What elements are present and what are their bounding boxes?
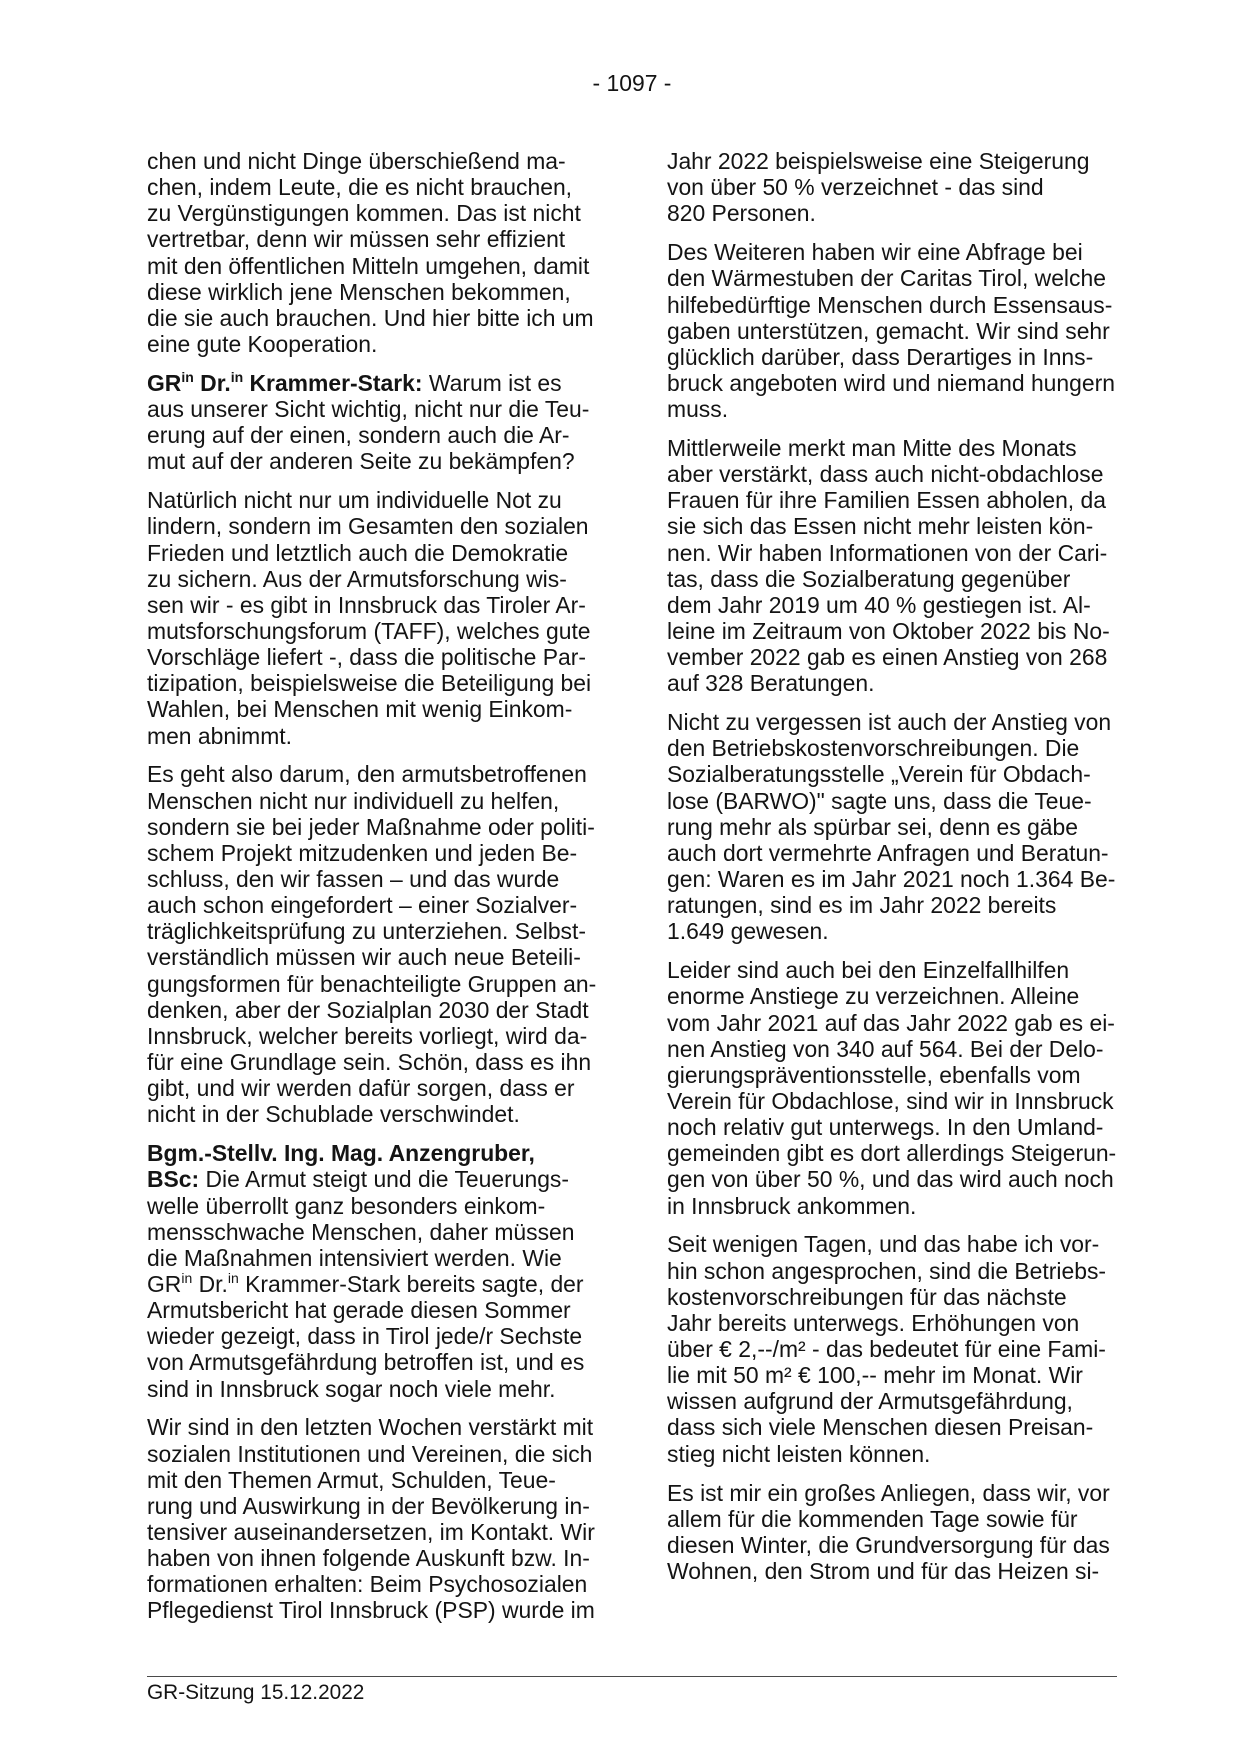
text-run: Warum ist es	[422, 369, 562, 396]
text-line	[147, 1140, 602, 1166]
text-line: chen, indem Leute, die es nicht brauchen,	[147, 174, 573, 201]
text-line: über € 2,--/m² - das bedeutet für eine Fami-	[667, 1336, 1106, 1363]
text-line: men abnimmt.	[147, 722, 293, 749]
paragraph	[147, 487, 602, 748]
text-line: verständlich müssen wir auch neue Beteili-	[147, 944, 581, 971]
text-line: Jahr 2022 beispielsweise eine Steigerung	[667, 148, 1090, 174]
text-line: vertretbar, denn wir müssen sehr effizient	[147, 226, 566, 253]
text-line: sie sich das Essen nicht mehr leisten kön-	[667, 513, 1094, 540]
text-line: wissen aufgrund der Armutsgefährdung,	[667, 1388, 1073, 1415]
text-line: sind in Innsbruck sogar noch viele mehr.	[147, 1375, 556, 1402]
text-line: kostenvorschreibungen für das nächste	[667, 1283, 1067, 1310]
text-line: auch dort vermehrte Anfragen und Beratun-	[667, 839, 1109, 866]
text-line: dem Jahr 2019 um 40 % gestiegen ist. Al-	[667, 591, 1091, 618]
text-line: leine im Zeitraum von Oktober 2022 bis No-	[667, 617, 1110, 644]
paragraph	[667, 709, 1122, 944]
paragraph	[147, 370, 602, 475]
text-line: Wahlen, bei Menschen mit wenig Einkom-	[147, 696, 573, 723]
text-line: Es geht also darum, den armutsbetroffenen	[147, 761, 587, 788]
text-line: rung und Auswirkung in der Bevölkerung in-	[147, 1492, 590, 1519]
text-line: Innsbruck, welcher bereits vorliegt, wird da-	[147, 1022, 588, 1049]
text-line: von Armutsgefährdung betroffen ist, und es	[147, 1349, 585, 1376]
text-run: Dr.	[192, 1270, 228, 1297]
text-line: Leider sind auch bei den Einzelfallhilfen	[667, 957, 1070, 984]
speaker-name: GR	[147, 369, 182, 396]
text-line	[147, 1271, 602, 1297]
text-line: die sie auch brauchen. Und hier bitte ich um	[147, 304, 594, 331]
text-line: mit den öffentlichen Mitteln umgehen, damit	[147, 252, 590, 279]
text-line: Des Weiteren haben wir eine Abfrage bei	[667, 239, 1083, 266]
text-line: die Maßnahmen intensiviert werden. Wie	[147, 1244, 562, 1271]
text-line: hin schon angesprochen, sind die Betriebs-	[667, 1257, 1107, 1284]
text-line: Menschen nicht nur individuell zu helfen,	[147, 787, 560, 814]
text-line	[147, 1166, 602, 1192]
text-line: ratungen, sind es im Jahr 2022 bereits	[667, 892, 1057, 919]
text-line: Wohnen, den Strom und für das Heizen si-	[667, 1557, 1100, 1584]
text-line: vom Jahr 2021 auf das Jahr 2022 gab es ei-	[667, 1009, 1115, 1036]
text-line: noch relativ gut unterwegs. In den Umland-	[667, 1114, 1104, 1141]
text-run: GR	[147, 1270, 182, 1297]
text-line: tizipation, beispielsweise die Beteiligung bei	[147, 670, 592, 697]
text-line: gibt, und wir werden dafür sorgen, dass er	[147, 1075, 575, 1102]
paragraph	[667, 148, 1122, 226]
text-line: mutsforschungsforum (TAFF), welches gute	[147, 617, 591, 644]
text-line: haben von ihnen folgende Auskunft bzw. In-	[147, 1545, 590, 1572]
text-line: lindern, sondern im Gesamten den sozialen	[147, 513, 589, 540]
text-line: muss.	[667, 396, 729, 423]
text-line: bruck angeboten wird und niemand hungern	[667, 369, 1115, 396]
text-line: aus unserer Sicht wichtig, nicht nur die Teu-	[147, 396, 590, 423]
text-line: 820 Personen.	[667, 200, 816, 227]
text-line: diesen Winter, die Grundversorgung für das	[667, 1531, 1110, 1558]
text-line: zu sichern. Aus der Armutsforschung wis-	[147, 565, 567, 592]
paragraph	[147, 148, 602, 357]
text-line: sondern sie bei jeder Maßnahme oder politi-	[147, 813, 595, 840]
text-line: mensschwache Menschen, daher müssen	[147, 1218, 575, 1245]
text-line	[147, 370, 602, 396]
text-line: wieder gezeigt, dass in Tirol jede/r Sechste	[147, 1323, 583, 1350]
text-line: mut auf der anderen Seite zu bekämpfen?	[147, 448, 575, 475]
text-line: gungsformen für benachteiligte Gruppen an-	[147, 970, 597, 997]
text-line: Nicht zu vergessen ist auch der Anstieg von	[667, 709, 1112, 736]
superscript: in	[181, 1269, 193, 1286]
text-line: mit den Themen Armut, Schulden, Teue-	[147, 1466, 556, 1493]
speaker-name: Bgm.-Stellv. Ing. Mag. Anzengruber,	[147, 1140, 535, 1167]
text-line: tas, dass die Sozialberatung gegenüber	[667, 565, 1071, 592]
text-line: den Wärmestuben der Caritas Tirol, welche	[667, 265, 1106, 292]
paragraph	[147, 761, 602, 1127]
text-line: Mittlerweile merkt man Mitte des Monats	[667, 435, 1077, 461]
text-line: sen wir - es gibt in Innsbruck das Tiroler Ar-	[147, 591, 586, 618]
paragraph	[667, 435, 1122, 696]
superscript: in	[181, 368, 194, 385]
text-line: von über 50 % verzeichnet - das sind	[667, 174, 1044, 201]
text-line: hilfebedürftige Menschen durch Essensaus-	[667, 291, 1113, 318]
text-line: in Innsbruck ankommen.	[667, 1192, 917, 1219]
text-line: auf 328 Beratungen.	[667, 670, 875, 697]
speaker-name: Dr.	[193, 369, 231, 396]
footer-text: GR-Sitzung 15.12.2022	[147, 1681, 365, 1704]
text-run: Die Armut steigt und die Teuerungs-	[199, 1166, 570, 1193]
text-line: welle überrollt ganz besonders einkom-	[147, 1192, 546, 1219]
text-line: Frauen für ihre Familien Essen abholen, da	[667, 487, 1106, 514]
text-line: lose (BARWO)" sagte uns, dass die Teue-	[667, 787, 1092, 814]
column-left	[147, 148, 602, 1636]
text-line: für eine Grundlage sein. Schön, dass es ihn	[147, 1049, 592, 1076]
text-line: Vorschläge liefert -, dass die politische Par-	[147, 644, 586, 671]
paragraph	[147, 1414, 602, 1623]
speaker-name: BSc:	[147, 1166, 200, 1193]
text-line: Frieden und letztlich auch die Demokratie	[147, 539, 569, 566]
text-line: dass sich viele Menschen diesen Preisan-	[667, 1414, 1094, 1441]
text-line: gemeinden gibt es dort allerdings Steigerun-	[667, 1140, 1117, 1167]
text-line: vember 2022 gab es einen Anstieg von 268	[667, 644, 1108, 671]
text-line: gierungspräventionsstelle, ebenfalls vom	[667, 1061, 1081, 1088]
text-line: Sozialberatungsstelle „Verein für Obdach-	[667, 761, 1091, 788]
text-line: eine gute Kooperation.	[147, 330, 378, 357]
text-line: 1.649 gewesen.	[667, 918, 829, 945]
text-line: schem Projekt mitzudenken und jeden Be-	[147, 839, 578, 866]
text-line: diese wirklich jene Menschen bekommen,	[147, 278, 571, 305]
text-line: den Betriebskostenvorschreibungen. Die	[667, 735, 1080, 762]
text-line: zu Vergünstigungen kommen. Das ist nicht	[147, 200, 581, 227]
text-line: erung auf der einen, sondern auch die Ar-	[147, 422, 570, 449]
text-line: lie mit 50 m² € 100,-- mehr im Monat. Wir	[667, 1362, 1083, 1389]
speaker-name: Krammer-Stark:	[243, 369, 423, 396]
text-line: auch schon eingefordert – einer Sozialver-	[147, 892, 578, 919]
text-line: Pflegedienst Tirol Innsbruck (PSP) wurde im	[147, 1597, 595, 1624]
text-line: rung mehr als spürbar sei, denn es gäbe	[667, 813, 1079, 840]
text-line: nen. Wir haben Informationen von der Cari-	[667, 539, 1108, 566]
text-run: Krammer-Stark bereits sagte, der	[238, 1270, 584, 1297]
text-line: Natürlich nicht nur um individuelle Not zu	[147, 487, 562, 514]
text-line: sozialen Institutionen und Vereinen, die sich	[147, 1440, 593, 1467]
text-line: allem für die kommenden Tage sowie für	[667, 1505, 1078, 1532]
paragraph	[667, 239, 1122, 422]
paragraph	[667, 1231, 1122, 1466]
text-line: Wir sind in den letzten Wochen verstärkt mit	[147, 1414, 594, 1441]
text-line: enorme Anstiege zu verzeichnen. Alleine	[667, 983, 1080, 1010]
text-line: Armutsbericht hat gerade diesen Sommer	[147, 1297, 571, 1324]
text-line: schluss, den wir fassen – und das wurde	[147, 866, 560, 893]
text-line: gaben unterstützen, gemacht. Wir sind sehr	[667, 317, 1110, 344]
column-right	[667, 148, 1122, 1597]
superscript: in	[230, 368, 244, 385]
superscript: in	[227, 1269, 239, 1286]
paragraph	[667, 957, 1122, 1218]
text-line: träglichkeitsprüfung zu unterziehen. Selbst-	[147, 918, 586, 945]
footer-rule	[147, 1676, 1117, 1677]
text-line: Jahr bereits unterwegs. Erhöhungen von	[667, 1309, 1080, 1336]
text-line: denken, aber der Sozialplan 2030 der Stadt	[147, 996, 589, 1023]
paragraph	[147, 1140, 602, 1401]
text-line: chen und nicht Dinge überschießend ma-	[147, 148, 566, 174]
page-number: - 1097 -	[592, 70, 672, 96]
text-line: tensiver auseinandersetzen, im Kontakt. Wir	[147, 1519, 595, 1546]
text-line: nen Anstieg von 340 auf 564. Bei der Delo-	[667, 1035, 1104, 1062]
text-line: aber verstärkt, dass auch nicht-obdachlose	[667, 461, 1104, 488]
text-line: Es ist mir ein großes Anliegen, dass wir, vor	[667, 1479, 1110, 1506]
text-line: stieg nicht leisten können.	[667, 1440, 931, 1467]
text-line: Verein für Obdachlose, sind wir in Innsbruck	[667, 1087, 1114, 1114]
text-line: nicht in der Schublade verschwindet.	[147, 1101, 520, 1128]
text-line: formationen erhalten: Beim Psychosozialen	[147, 1571, 588, 1598]
paragraph	[667, 1480, 1122, 1585]
text-line: glücklich darüber, dass Derartiges in Inns-	[667, 343, 1094, 370]
text-line: Seit wenigen Tagen, und das habe ich vor-	[667, 1231, 1100, 1258]
text-line: gen: Waren es im Jahr 2021 noch 1.364 Be-	[667, 866, 1116, 893]
text-line: gen von über 50 %, und das wird auch noch	[667, 1166, 1114, 1193]
